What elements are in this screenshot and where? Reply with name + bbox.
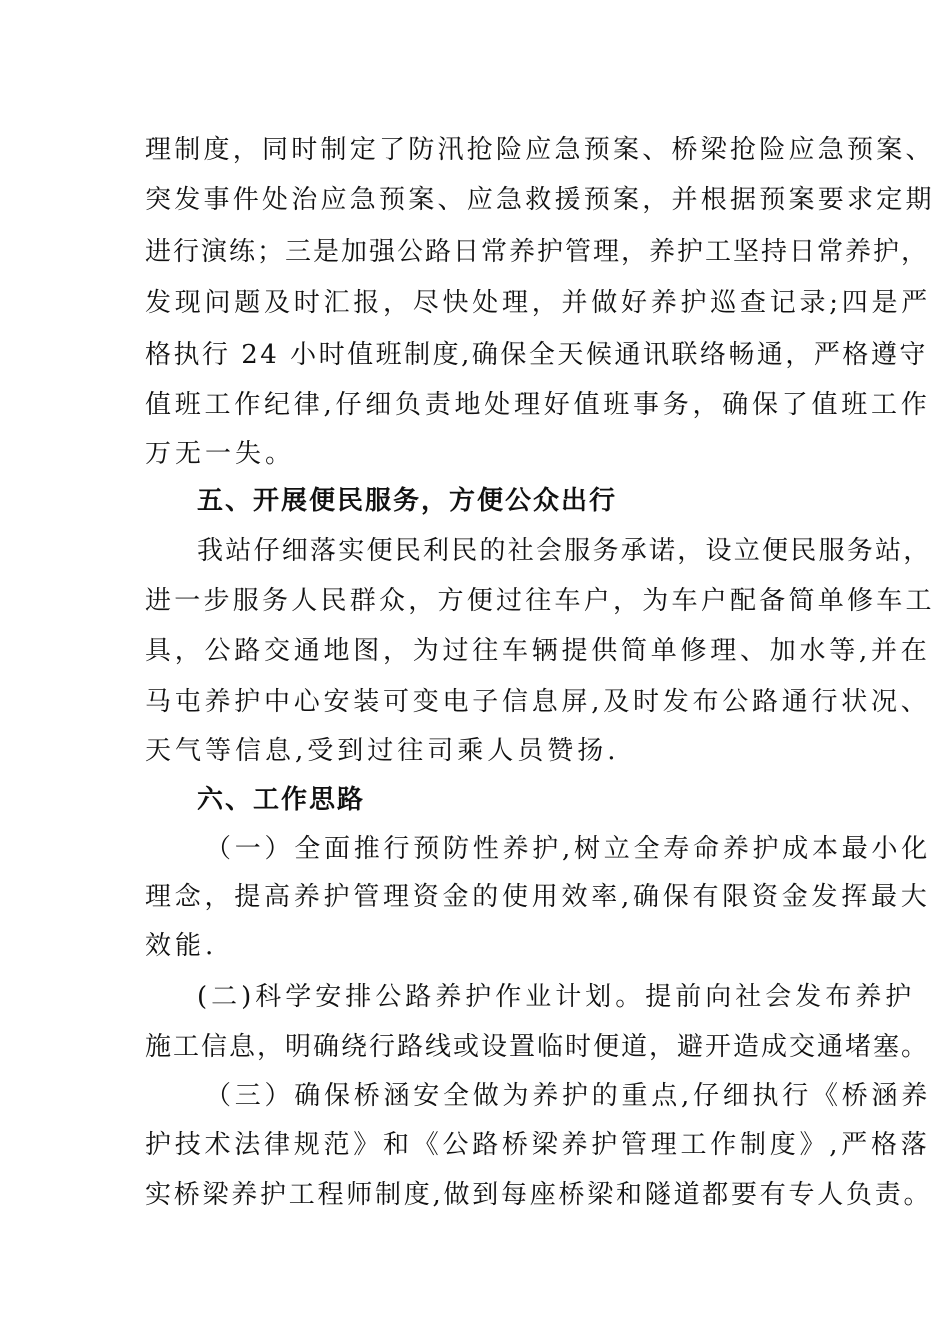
paragraph-line: 值班工作纪律,仔细负责地处理好值班事务，确保了值班工作 [145,390,931,420]
list-item-line: 护技术法律规范》和《公路桥梁养护管理工作制度》,严格落 [145,1130,931,1160]
paragraph-line: 具，公路交通地图，为过往车辆提供简单修理、加水等,并在 [145,636,931,666]
list-item-line: (二)科学安排公路养护作业计划。提前向社会发布养护 [197,982,916,1012]
paragraph-line: 理制度，同时制定了防汛抢险应急预案、桥梁抢险应急预案、 [145,135,935,165]
list-item-line: （三）确保桥涵安全做为养护的重点,仔细执行《桥涵养 [205,1081,932,1111]
paragraph-line: 格执行 24 小时值班制度,确保全天候通讯联络畅通，严格遵守 [145,340,928,370]
paragraph-line: 天气等信息,受到过往司乘人员赞扬. [145,736,620,766]
paragraph-line: 发现问题及时汇报，尽快处理，并做好养护巡查记录;四是严 [145,288,932,318]
list-item-line: 效能. [145,931,218,961]
paragraph-line: 万无一失。 [145,439,296,469]
list-item-line: 施工信息，明确绕行路线或设置临时便道，避开造成交通堵塞。 [145,1032,930,1062]
list-item-line: 实桥梁养护工程师制度,做到每座桥梁和隧道都要有专人负责。 [145,1180,933,1210]
paragraph-line: 马屯养护中心安装可变电子信息屏,及时发布公路通行状况、 [145,687,931,717]
list-item-line: （一）全面推行预防性养护,树立全寿命养护成本最小化 [205,834,932,864]
paragraph-line: 进行演练；三是加强公路日常养护管理，养护工坚持日常养护， [145,237,930,267]
paragraph-line: 进一步服务人民群众，方便过往车户，为车户配备简单修车工 [145,586,935,616]
section-heading: 五、开展便民服务，方便公众出行 [197,486,618,516]
paragraph-line: 突发事件处治应急预案、应急救援预案，并根据预案要求定期 [145,185,935,215]
list-item-line: 理念，提高养护管理资金的使用效率,确保有限资金发挥最大 [145,882,931,912]
section-heading: 六、工作思路 [197,785,366,815]
paragraph-line: 我站仔细落实便民利民的社会服务承诺，设立便民服务站， [197,536,932,566]
